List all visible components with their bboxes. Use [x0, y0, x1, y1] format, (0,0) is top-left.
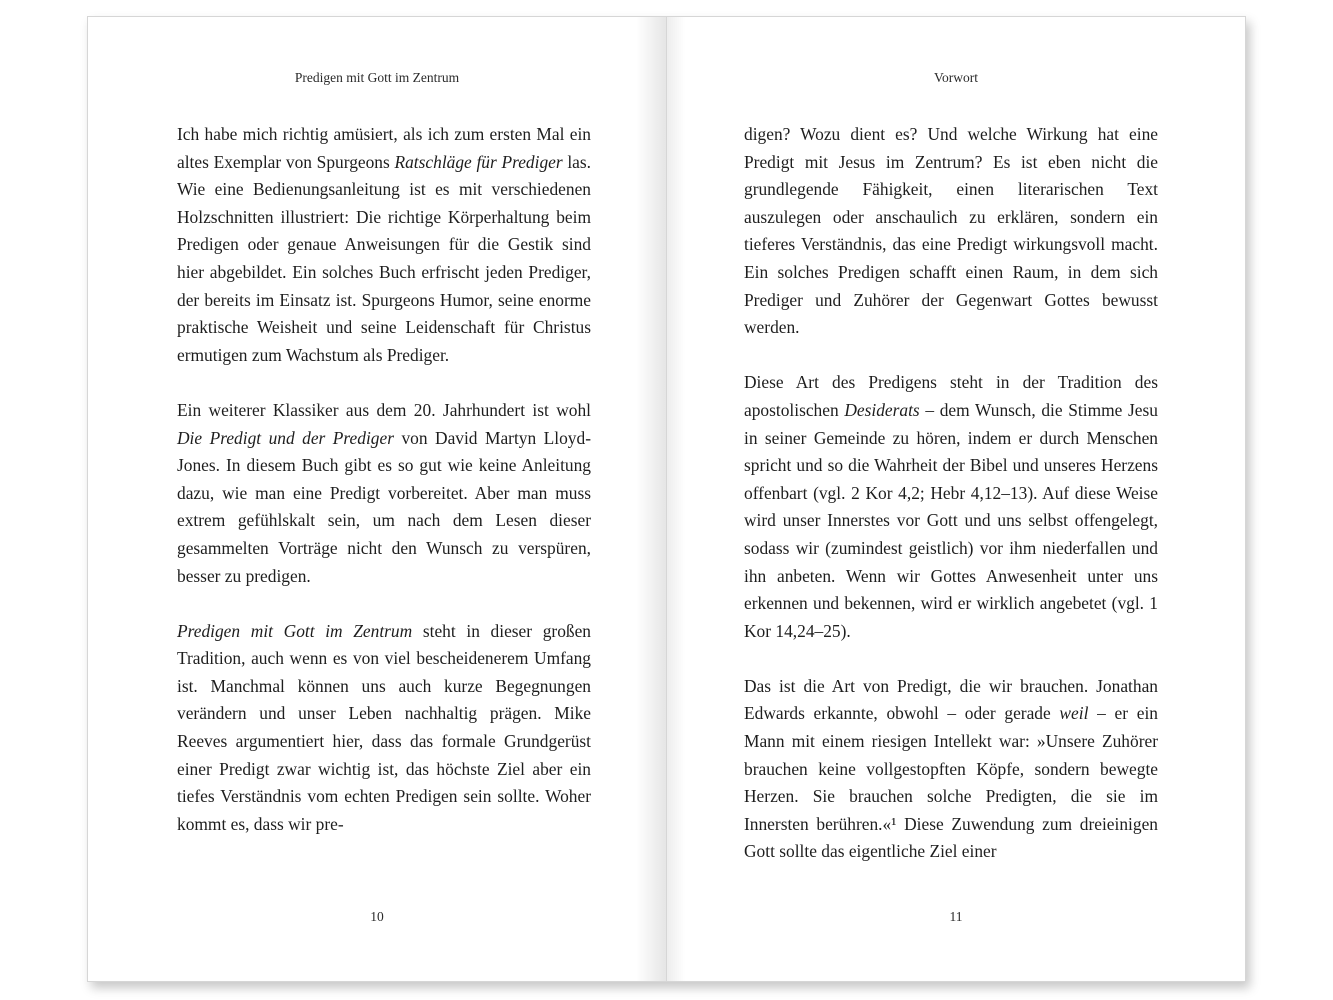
paragraph — [177, 397, 591, 590]
text-run: Ein weiterer Klassiker aus dem 20. Jahrhundert ist wohl — [177, 399, 591, 420]
book-title: Predigen mit Gott im Zentrum — [177, 620, 413, 641]
text-run: Diese Art des Predigens steht in der Tradition des apostolischen — [744, 372, 1158, 420]
page-number: 10 — [370, 909, 384, 924]
text-run: steht in dieser großen Tradition, auch wenn es von viel bescheidenerem Umfang ist. Manchmal können uns auch kurze Begegnungen verändern und unser Leben nachhaltig prägen. Mike Reeves argumentiert hier, dass das formale Grundgerüst einer Predigt zwar wichtig ist, das höchste Ziel aber ein tiefes Verständnis vom echten Predigen sein sollte. Woher kommt es, dass wir pre- — [177, 620, 592, 834]
body-text — [744, 121, 1158, 866]
paragraph — [744, 369, 1158, 645]
running-head: Predigen mit Gott im Zentrum — [294, 70, 460, 85]
book-spread — [87, 16, 1246, 982]
gutter-shadow — [636, 17, 666, 981]
italic-term: Desiderats — [844, 399, 920, 420]
book-title: Ratschläge für Prediger — [394, 151, 563, 172]
left-page — [87, 16, 667, 982]
right-page — [666, 16, 1246, 982]
gutter-shadow — [667, 17, 685, 981]
text-run: von David Martyn Lloyd-Jones. In diesem Buch gibt es so gut wie keine Anleitung dazu, wie man eine Predigt vorbereitet. Aber man muss extrem gefühlskalt sein, um nach dem Lesen dieser gesammelten Vorträge nicht den Wunsch zu verspüren, besser zu predigen. — [177, 427, 591, 586]
body-text — [177, 121, 591, 838]
book-title: Die Predigt und der Prediger — [177, 427, 394, 448]
paragraph — [744, 121, 1158, 342]
text-run: Das ist die Art von Predigt, die wir brauchen. Jonathan Edwards erkannte, obwohl – oder gerade — [744, 675, 1158, 724]
text-run: digen? Wozu dient es? Und welche Wirkung hat eine Predigt mit Jesus im Zentrum? Es ist eben nicht die grundlegende Fähigkeit, einen literarischen Text auszulegen oder anschaulich zu erklären, sondern ein tieferes Verständnis, das eine Predigt wirkungsvoll macht. Ein solches Predigen schafft einen Raum, in dem sich Prediger und Zuhörer der Gegenwart Gottes bewusst werden. — [744, 124, 1158, 338]
text-run: las. Wie eine Bedienungsanleitung ist es mit verschiedenen Holzschnitten illustriert: Die richtige Körperhaltung beim Predigen oder genaue Anweisungen für die Gestik sind hier abgebildet. Ein solches Buch erfrischt jeden Prediger, der bereits im Einsatz ist. Spurgeons Humor, seine enorme praktische Weisheit und seine Leidenschaft für Christus ermutigen zum Wachstum als Prediger. — [177, 151, 592, 365]
paragraph — [177, 618, 591, 839]
italic-term: weil — [1059, 703, 1089, 724]
text-run: Ich habe mich richtig amüsiert, als ich zum ersten Mal ein altes Exemplar von Spurgeons — [177, 124, 591, 172]
text-run: – dem Wunsch, die Stimme Jesu in seiner Gemeinde zu hören, indem er durch Menschen spricht und so die Wahrheit der Bibel und unseres Herzens offenbart (vgl. 2 Kor 4,2; Hebr 4,12–13). Auf diese Weise wird unser Innerstes vor Gott und uns selbst offengelegt, sodass wir (zumindest geistlich) vor ihm niederfallen und ihn anbeten. Wenn wir Gottes Anwesenheit unter uns erkennen und bekennen, wird er wirklich angebetet (vgl. 1 Kor 14,24–25). — [744, 399, 1158, 641]
paragraph — [177, 121, 591, 369]
paragraph — [744, 673, 1158, 866]
running-head: Vorwort — [933, 70, 978, 85]
text-run: – er ein Mann mit einem riesigen Intellekt war: »Unsere Zuhörer brauchen keine vollgestopften Köpfe, sondern bewegte Herzen. Sie brauchen solche Predigten, die sie im Innersten berühren.«¹ Diese Zuwendung zum dreieinigen Gott sollte das eigentliche Ziel einer — [744, 703, 1158, 862]
page-number: 11 — [949, 909, 963, 924]
